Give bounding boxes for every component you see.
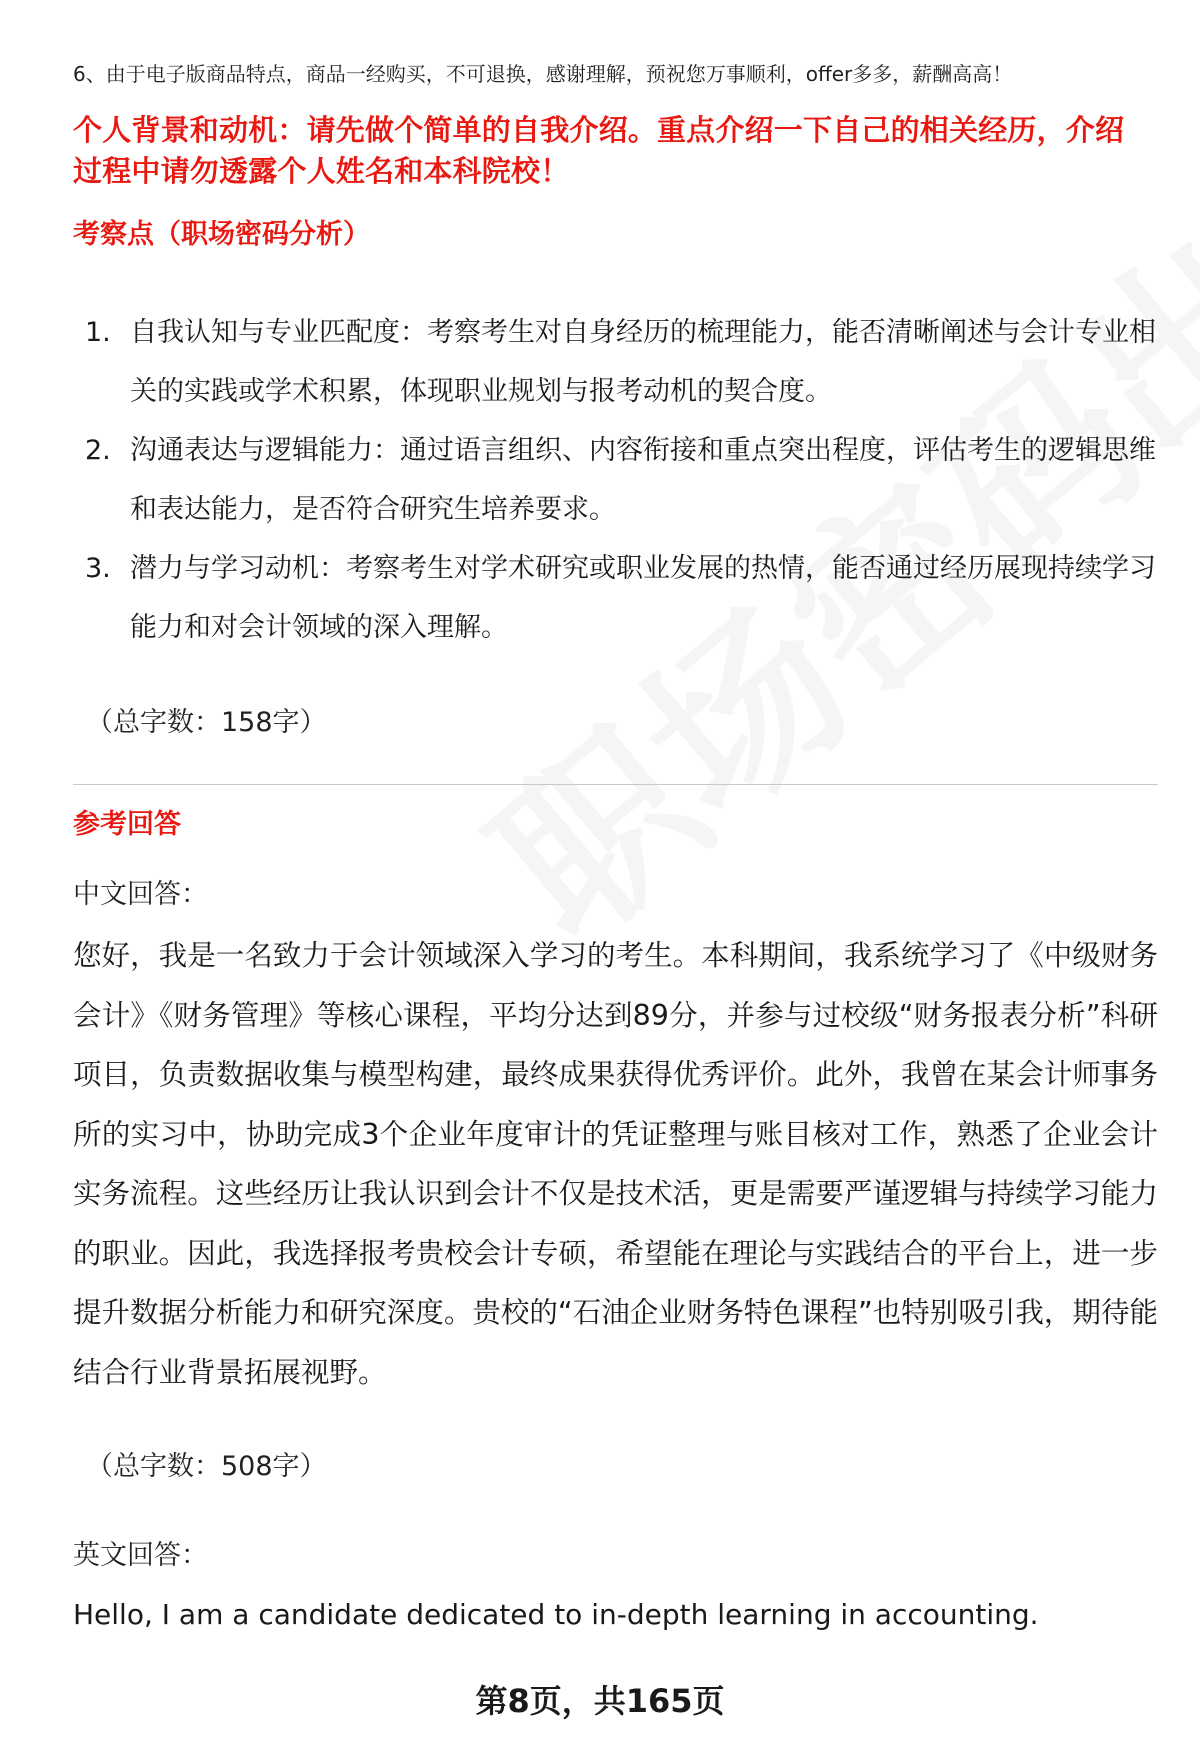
list-item-number: 3. <box>85 553 111 584</box>
english-answer-label: 英文回答： <box>73 1540 208 1571</box>
list-item <box>85 421 1160 539</box>
analysis-word-count: （总字数：158字） <box>86 707 327 738</box>
divider <box>73 784 1158 785</box>
list-item-number: 1. <box>85 317 111 348</box>
question-title: 个人背景和动机：请先做个简单的自我介绍。重点介绍一下自己的相关经历，介绍过程中请勿透露个人姓名和本科院校！ <box>73 113 1125 188</box>
list-item-number: 2. <box>85 435 111 466</box>
chinese-answer-label: 中文回答： <box>73 879 208 910</box>
list-item <box>85 539 1160 657</box>
chinese-word-count: （总字数：508字） <box>86 1451 327 1482</box>
analysis-heading: 考察点（职场密码分析） <box>73 219 370 250</box>
analysis-list <box>85 303 1160 657</box>
purchase-notice: 6、由于电子版商品特点，商品一经购买，不可退换，感谢理解，预祝您万事顺利，offer多多，薪酬高高！ <box>73 62 1013 86</box>
reference-heading: 参考回答 <box>73 809 181 840</box>
list-item-text: 自我认知与专业匹配度：考察考生对自身经历的梳理能力，能否清晰阐述与会计专业相关的实践或学术积累，体现职业规划与报考动机的契合度。 <box>130 317 1156 407</box>
list-item-text: 沟通表达与逻辑能力：通过语言组织、内容衔接和重点突出程度，评估考生的逻辑思维和表达能力，是否符合研究生培养要求。 <box>130 435 1156 525</box>
english-answer-text: Hello, I am a candidate dedicated to in-depth learning in accounting. <box>73 1598 1039 1631</box>
chinese-answer-text: 您好，我是一名致力于会计领域深入学习的考生。本科期间，我系统学习了《中级财务会计》《财务管理》等核心课程，平均分达到89分，并参与过校级“财务报表分析”科研项目，负责数据收集与模型构建，最终成果获得优秀评价。此外，我曾在某会计师事务所的实习中，协助完成3个企业年度审计的凭证整理与账目核对工作，熟悉了企业会计实务流程。这些经历让我认识到会计不仅是技术活，更是需要严谨逻辑与持续学习能力的职业。因此，我选择报考贵校会计专硕，希望能在理论与实践结合的平台上，进一步提升数据分析能力和研究深度。贵校的“石油企业财务特色课程”也特别吸引我，期待能结合行业背景拓展视野。 <box>73 939 1158 1389</box>
page-number-footer: 第8页，共165页 <box>475 1682 725 1720</box>
list-item <box>85 303 1160 421</box>
list-item-text: 潜力与学习动机：考察考生对学术研究或职业发展的热情，能否通过经历展现持续学习能力和对会计领域的深入理解。 <box>130 553 1156 643</box>
